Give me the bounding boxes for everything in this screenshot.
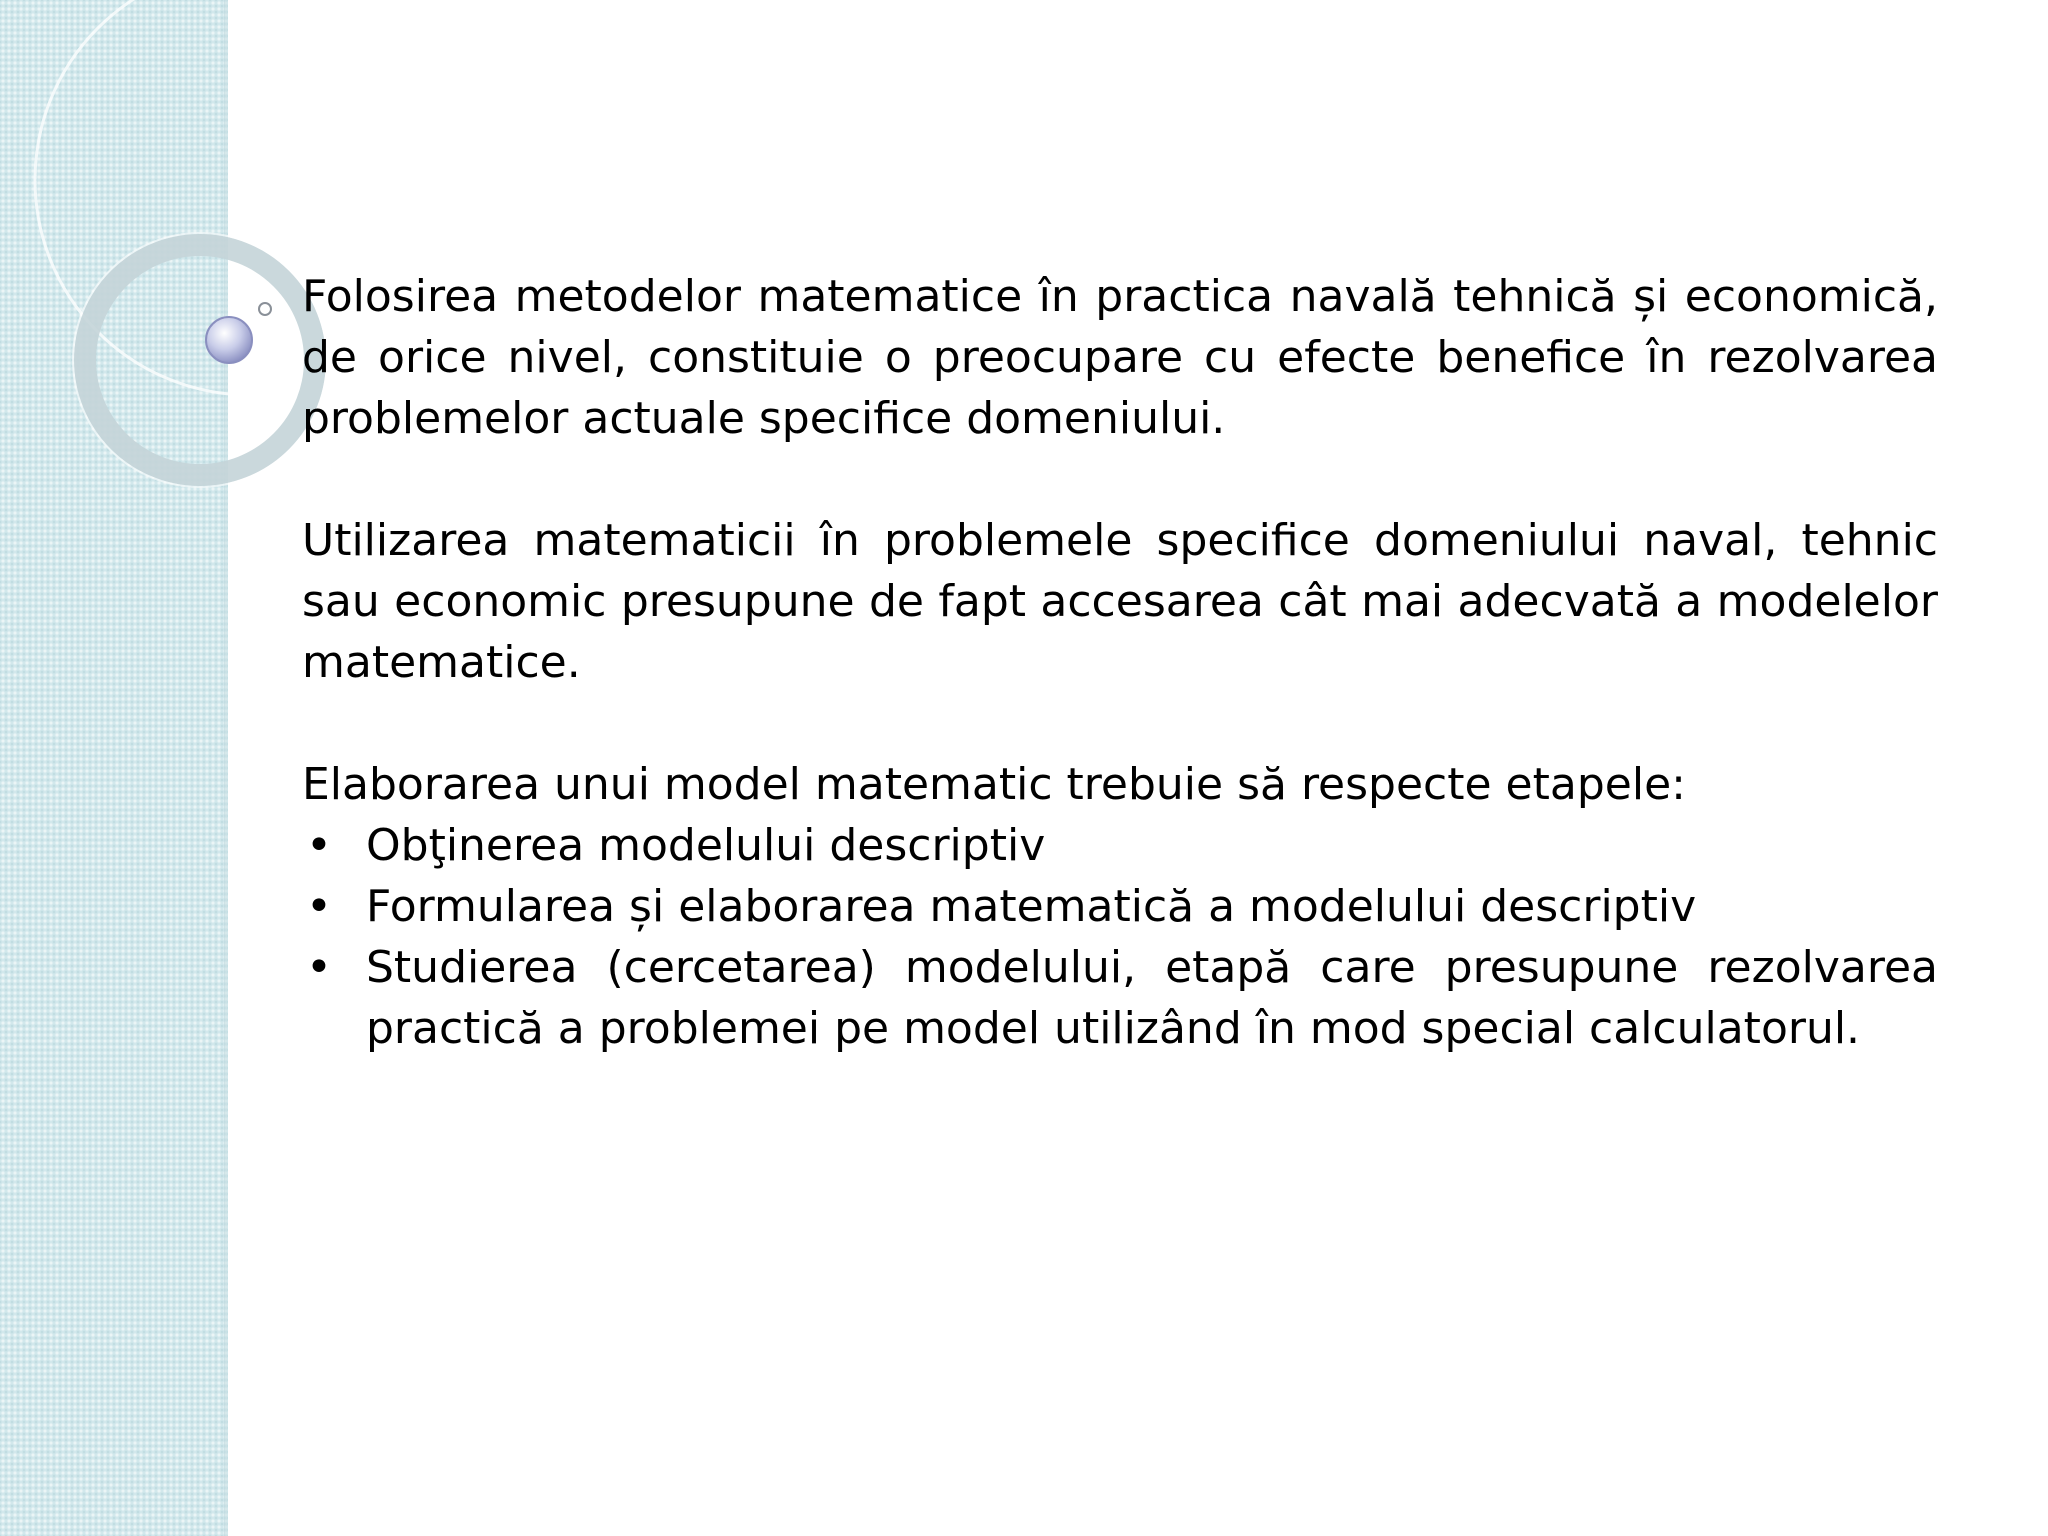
steps-intro: Elaborarea unui model matematic trebuie să respecte etapele: — [302, 759, 1686, 810]
bullet-icon: • — [306, 820, 332, 871]
accent-orb — [206, 317, 252, 363]
list-item-text: Obţinerea modelului descriptiv — [366, 820, 1046, 871]
deco-ring-thick — [85, 245, 315, 475]
list-item — [302, 876, 1938, 937]
steps-list — [302, 815, 1938, 1059]
bullet-icon: • — [306, 942, 332, 993]
small-ring-marker — [259, 303, 271, 315]
list-item — [302, 937, 1938, 1059]
bullet-icon: • — [306, 881, 332, 932]
paragraph-1: Folosirea metodelor matematice în practica navală tehnică și economică, de orice nivel, constituie o preocupare cu efecte benefice în rezolvarea problemelor actuale specifice domeniului. — [302, 271, 1938, 444]
list-item-text: Studierea (cercetarea) modelului, etapă care presupune rezolvarea practică a problemei pe model utilizând în mod special calculatorul. — [366, 942, 1938, 1054]
list-item — [302, 815, 1938, 876]
slide-body — [302, 266, 1938, 1059]
paragraph-2: Utilizarea matematicii în problemele specifice domeniului naval, tehnic sau economic presupune de fapt accesarea cât mai adecvată a modelelor matematice. — [302, 515, 1938, 688]
list-item-text: Formularea și elaborarea matematică a modelului descriptiv — [366, 881, 1697, 932]
decorative-rings — [0, 0, 300, 520]
